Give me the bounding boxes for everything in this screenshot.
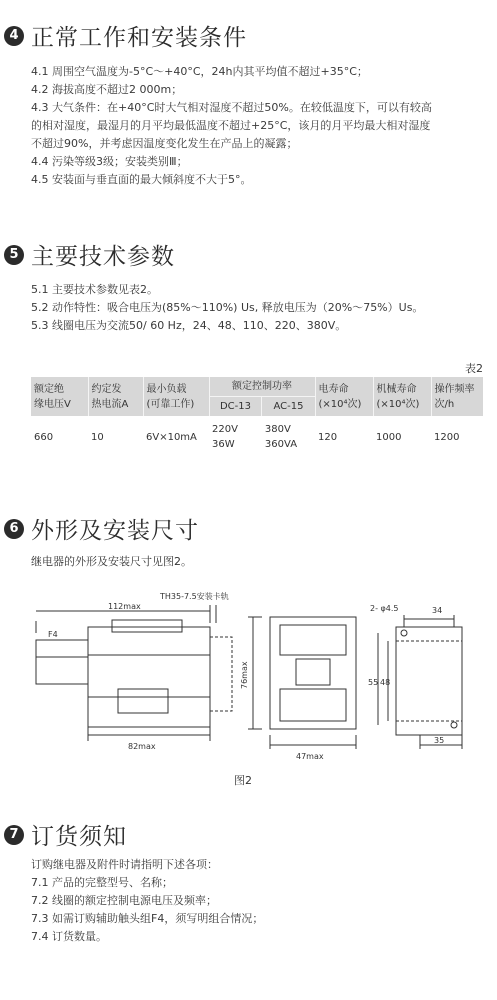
dimension-drawing	[0, 585, 497, 765]
section-title: 订货须知	[31, 824, 127, 850]
section-5-heading	[4, 238, 175, 271]
cell-min-load: 6V×10mA	[146, 431, 197, 443]
section-title: 正常工作和安装条件	[31, 25, 247, 51]
cell-electrical-life: 120	[318, 431, 338, 443]
text-line: 7.4 订货数量。	[31, 930, 107, 943]
side-view	[36, 605, 232, 741]
dim-hole: 2- φ4.5	[370, 604, 399, 613]
cell-rated-voltage: 660	[34, 431, 54, 443]
dim-48: 48	[380, 678, 391, 687]
dim-82: 82max	[128, 742, 156, 751]
table-caption: 表2	[465, 362, 483, 375]
cell-dc13: 220V 36W	[212, 424, 238, 450]
section-5-body	[31, 281, 493, 335]
text-line: 5.3 线圈电压为交流50/ 60 Hz，24、48、110、220、380V。	[31, 319, 347, 332]
section-7-heading	[4, 818, 127, 851]
section-title: 外形及安装尺寸	[31, 518, 199, 544]
dim-76: 76max	[240, 661, 249, 689]
header-rated-current: 约定发 热电流A	[88, 377, 143, 416]
section-title: 主要技术参数	[31, 244, 175, 270]
figure-note: 继电器的外形及安装尺寸见图2。	[31, 555, 192, 568]
cell-rated-current: 10	[91, 431, 104, 443]
text-line: 不超过90%，并考虑因温度变化发生在产品上的凝露；	[31, 137, 298, 150]
table-row	[31, 416, 483, 458]
cell-frequency: 1200	[434, 431, 460, 443]
text-line: 7.1 产品的完整型号、名称；	[31, 876, 173, 889]
text-line: 4.5 安装面与垂直面的最大倾斜度不大于5°。	[31, 173, 252, 186]
section-4-heading	[4, 19, 247, 52]
text-line: 7.3 如需订购辅助触头组F4，须写明组合情况；	[31, 912, 264, 925]
section-number-badge: 4	[4, 26, 24, 46]
dim-35: 35	[434, 736, 445, 745]
header-dc13: DC-13	[209, 397, 262, 417]
cell-ac15: 380V 360VA	[264, 424, 298, 450]
section-number-badge: 7	[4, 825, 24, 845]
text-line: 的相对湿度，最湿月的月平均最低温度不超过+25°C，该月的月平均最大相对湿度	[31, 119, 431, 132]
section-7-body	[31, 856, 493, 946]
text-line: 4.2 海拔高度不超过2 000m；	[31, 83, 183, 96]
spec-table	[31, 377, 483, 458]
text-line: 订购继电器及附件时请指明下述各项：	[31, 858, 218, 871]
dim-112: 112max	[108, 602, 141, 611]
section-6-heading	[4, 512, 199, 545]
cell-mechanical-life: 1000	[376, 431, 402, 443]
text-line: 5.2 动作特性：吸合电压为(85%～110%) Us, 释放电压为（20%～75%）Us。	[31, 301, 424, 314]
section-number-badge: 6	[4, 519, 24, 539]
header-control-power: 额定控制功率	[209, 377, 315, 397]
header-mechanical-life: 机械寿命 (×10⁴次)	[373, 377, 431, 416]
text-line: 4.3 大气条件：在+40°C时大气相对湿度不超过50%。在较低温度下，可以有较高	[31, 101, 432, 114]
header-rated-voltage: 额定绝 缘电压V	[31, 377, 88, 416]
front-view	[248, 617, 356, 749]
text-line: 4.4 污染等级3级；安装类别Ⅲ；	[31, 155, 188, 168]
header-ac15: AC-15	[262, 397, 315, 417]
dim-55: 55	[368, 678, 379, 687]
text-line: 5.1 主要技术参数见表2。	[31, 283, 158, 296]
dim-47: 47max	[296, 752, 324, 761]
text-line: 4.1 周围空气温度为-5°C～+40°C，24h内其平均值不超过+35°C；	[31, 65, 368, 78]
header-min-load: 最小负载 (可靠工作)	[143, 377, 209, 416]
section-4-body	[31, 63, 493, 189]
dim-f4: F4	[48, 630, 58, 639]
dim-rail-label: TH35-7.5安装卡轨	[160, 592, 229, 601]
dim-34: 34	[432, 606, 443, 615]
mounting-view	[378, 615, 462, 749]
figure-caption: 图2	[234, 774, 252, 787]
header-frequency: 操作频率 次/h	[431, 377, 483, 416]
section-number-badge: 5	[4, 245, 24, 265]
text-line: 7.2 线圈的额定控制电源电压及频率；	[31, 894, 217, 907]
header-electrical-life: 电寿命 (×10⁴次)	[315, 377, 373, 416]
